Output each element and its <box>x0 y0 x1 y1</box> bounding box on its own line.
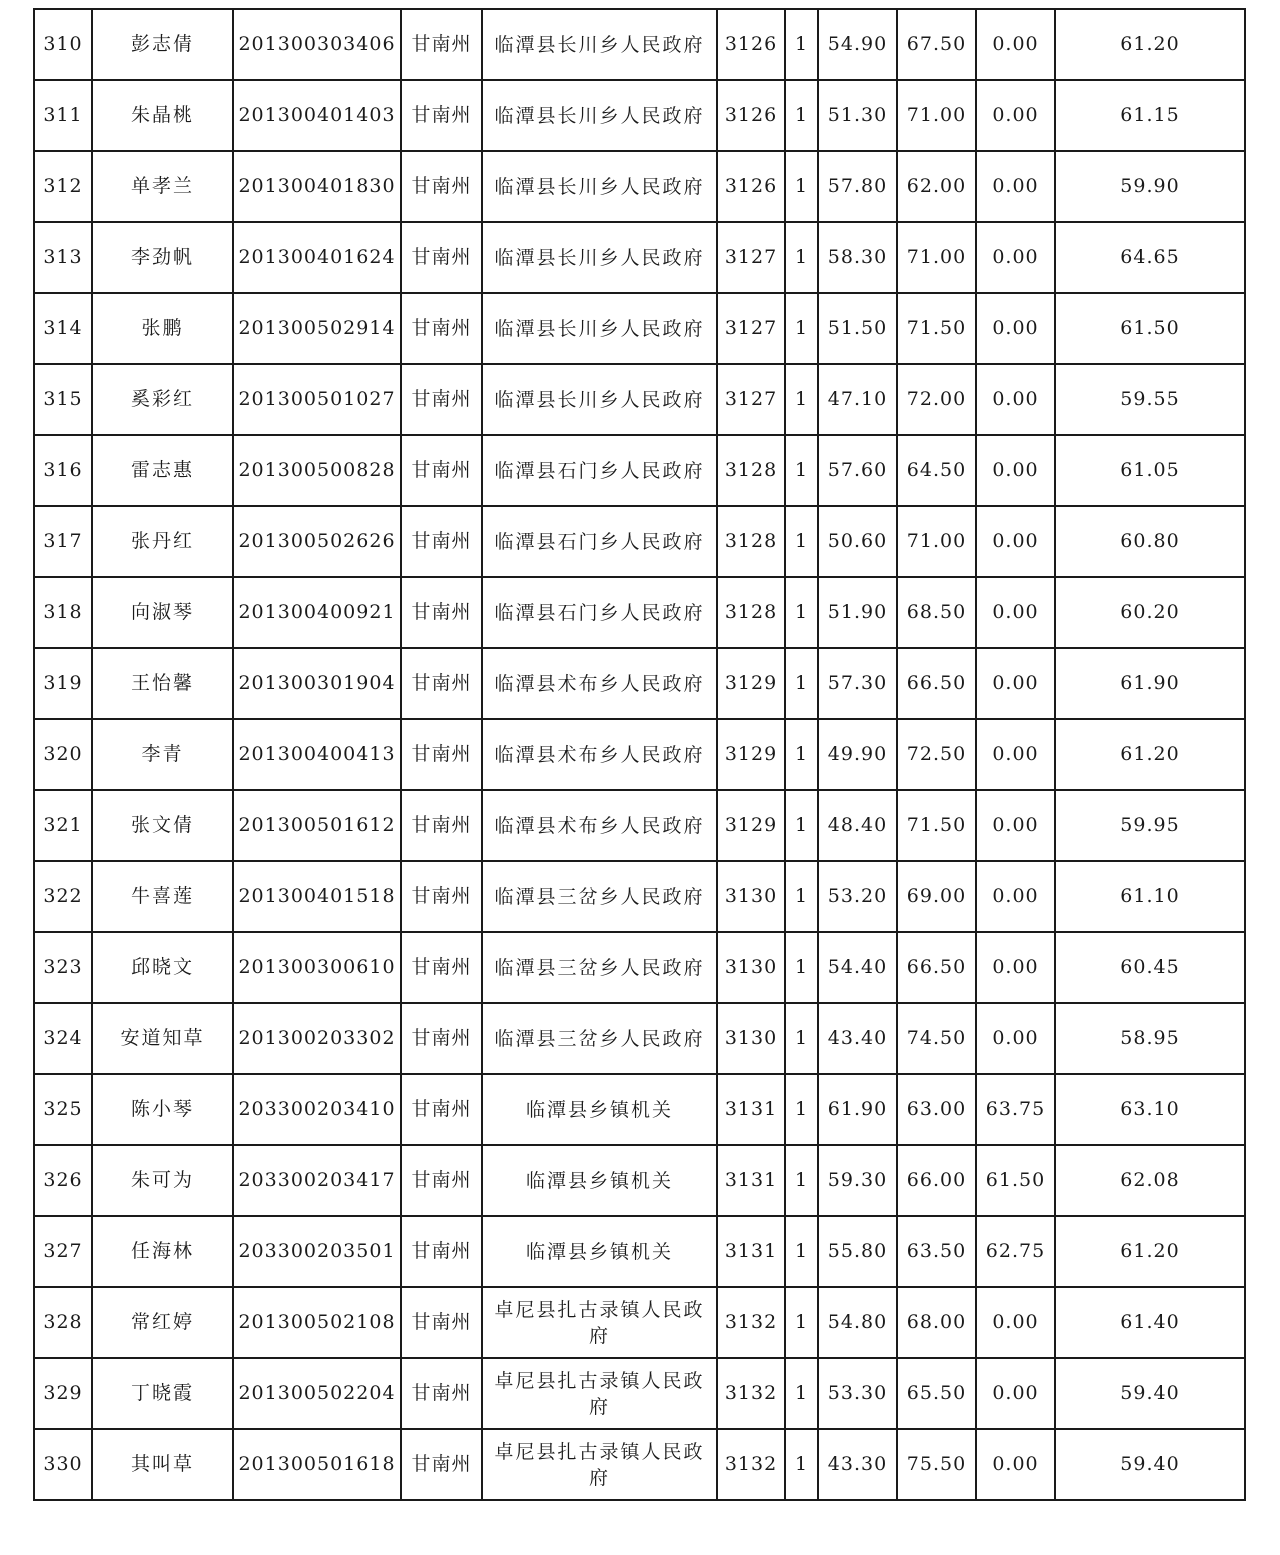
cell-written-score: 54.40 <box>818 932 897 1003</box>
cell-other-score: 0.00 <box>976 293 1055 364</box>
cell-name: 李劲帆 <box>92 222 233 293</box>
cell-name: 奚彩红 <box>92 364 233 435</box>
cell-name: 牛喜莲 <box>92 861 233 932</box>
cell-seq: 318 <box>34 577 92 648</box>
cell-region: 甘南州 <box>401 435 482 506</box>
cell-region: 甘南州 <box>401 506 482 577</box>
results-table <box>33 8 1246 1501</box>
cell-seq: 327 <box>34 1216 92 1287</box>
cell-other-score: 0.00 <box>976 364 1055 435</box>
cell-total-score: 59.90 <box>1055 151 1245 222</box>
cell-region: 甘南州 <box>401 293 482 364</box>
cell-other-score: 61.50 <box>976 1145 1055 1216</box>
cell-region: 甘南州 <box>401 9 482 80</box>
cell-ticket-number: 201300401830 <box>233 151 401 222</box>
cell-ticket-number: 201300502914 <box>233 293 401 364</box>
cell-seq: 329 <box>34 1358 92 1429</box>
cell-ticket-number: 201300301904 <box>233 648 401 719</box>
cell-region: 甘南州 <box>401 790 482 861</box>
cell-name: 其叫草 <box>92 1429 233 1500</box>
cell-quota: 1 <box>785 790 818 861</box>
cell-ticket-number: 201300303406 <box>233 9 401 80</box>
cell-seq: 324 <box>34 1003 92 1074</box>
cell-organization: 临潭县乡镇机关 <box>482 1074 717 1145</box>
cell-seq: 320 <box>34 719 92 790</box>
cell-ticket-number: 201300401518 <box>233 861 401 932</box>
cell-interview-score: 66.50 <box>897 932 976 1003</box>
cell-seq: 323 <box>34 932 92 1003</box>
cell-position-code: 3126 <box>717 151 785 222</box>
cell-other-score: 0.00 <box>976 222 1055 293</box>
cell-other-score: 0.00 <box>976 932 1055 1003</box>
cell-name: 雷志惠 <box>92 435 233 506</box>
cell-ticket-number: 203300203417 <box>233 1145 401 1216</box>
cell-seq: 325 <box>34 1074 92 1145</box>
cell-name: 常红婷 <box>92 1287 233 1358</box>
cell-position-code: 3126 <box>717 80 785 151</box>
cell-position-code: 3127 <box>717 222 785 293</box>
cell-total-score: 64.65 <box>1055 222 1245 293</box>
cell-region: 甘南州 <box>401 222 482 293</box>
cell-written-score: 53.20 <box>818 861 897 932</box>
table-row <box>34 1145 1245 1216</box>
cell-seq: 330 <box>34 1429 92 1500</box>
table-row <box>34 1074 1245 1145</box>
cell-ticket-number: 203300203410 <box>233 1074 401 1145</box>
cell-interview-score: 71.00 <box>897 222 976 293</box>
cell-position-code: 3129 <box>717 790 785 861</box>
cell-seq: 319 <box>34 648 92 719</box>
cell-organization: 临潭县乡镇机关 <box>482 1145 717 1216</box>
cell-interview-score: 71.50 <box>897 293 976 364</box>
cell-ticket-number: 201300501612 <box>233 790 401 861</box>
cell-organization: 临潭县石门乡人民政府 <box>482 435 717 506</box>
table-row <box>34 1358 1245 1429</box>
cell-name: 张鹏 <box>92 293 233 364</box>
cell-quota: 1 <box>785 364 818 435</box>
cell-seq: 311 <box>34 80 92 151</box>
cell-name: 向淑琴 <box>92 577 233 648</box>
cell-organization: 卓尼县扎古录镇人民政府 <box>482 1429 717 1500</box>
cell-region: 甘南州 <box>401 1287 482 1358</box>
cell-seq: 316 <box>34 435 92 506</box>
cell-organization: 临潭县长川乡人民政府 <box>482 151 717 222</box>
cell-position-code: 3128 <box>717 435 785 506</box>
cell-position-code: 3132 <box>717 1429 785 1500</box>
table-row <box>34 648 1245 719</box>
cell-written-score: 50.60 <box>818 506 897 577</box>
cell-total-score: 61.20 <box>1055 719 1245 790</box>
cell-position-code: 3126 <box>717 9 785 80</box>
cell-written-score: 43.30 <box>818 1429 897 1500</box>
cell-interview-score: 68.50 <box>897 577 976 648</box>
cell-total-score: 59.40 <box>1055 1429 1245 1500</box>
cell-region: 甘南州 <box>401 932 482 1003</box>
cell-quota: 1 <box>785 577 818 648</box>
cell-region: 甘南州 <box>401 1429 482 1500</box>
cell-written-score: 51.30 <box>818 80 897 151</box>
cell-name: 朱可为 <box>92 1145 233 1216</box>
cell-organization: 临潭县长川乡人民政府 <box>482 293 717 364</box>
cell-total-score: 60.80 <box>1055 506 1245 577</box>
cell-region: 甘南州 <box>401 1216 482 1287</box>
cell-total-score: 61.20 <box>1055 9 1245 80</box>
cell-total-score: 59.95 <box>1055 790 1245 861</box>
cell-position-code: 3127 <box>717 293 785 364</box>
cell-total-score: 58.95 <box>1055 1003 1245 1074</box>
cell-quota: 1 <box>785 1358 818 1429</box>
cell-position-code: 3132 <box>717 1287 785 1358</box>
cell-position-code: 3130 <box>717 861 785 932</box>
cell-interview-score: 72.50 <box>897 719 976 790</box>
cell-region: 甘南州 <box>401 648 482 719</box>
cell-interview-score: 63.00 <box>897 1074 976 1145</box>
table-row <box>34 293 1245 364</box>
cell-other-score: 0.00 <box>976 80 1055 151</box>
cell-written-score: 54.80 <box>818 1287 897 1358</box>
cell-quota: 1 <box>785 932 818 1003</box>
cell-interview-score: 71.00 <box>897 506 976 577</box>
cell-seq: 317 <box>34 506 92 577</box>
cell-region: 甘南州 <box>401 80 482 151</box>
cell-quota: 1 <box>785 293 818 364</box>
cell-name: 邱晓文 <box>92 932 233 1003</box>
cell-seq: 321 <box>34 790 92 861</box>
cell-total-score: 61.15 <box>1055 80 1245 151</box>
cell-quota: 1 <box>785 1003 818 1074</box>
cell-written-score: 58.30 <box>818 222 897 293</box>
cell-other-score: 0.00 <box>976 861 1055 932</box>
table-row <box>34 506 1245 577</box>
cell-name: 李青 <box>92 719 233 790</box>
cell-region: 甘南州 <box>401 861 482 932</box>
cell-region: 甘南州 <box>401 151 482 222</box>
cell-interview-score: 75.50 <box>897 1429 976 1500</box>
cell-seq: 314 <box>34 293 92 364</box>
cell-name: 安道知草 <box>92 1003 233 1074</box>
cell-written-score: 57.30 <box>818 648 897 719</box>
cell-region: 甘南州 <box>401 1003 482 1074</box>
cell-ticket-number: 201300501027 <box>233 364 401 435</box>
cell-position-code: 3130 <box>717 932 785 1003</box>
cell-region: 甘南州 <box>401 719 482 790</box>
cell-position-code: 3131 <box>717 1216 785 1287</box>
cell-organization: 临潭县长川乡人民政府 <box>482 222 717 293</box>
cell-total-score: 60.45 <box>1055 932 1245 1003</box>
cell-total-score: 60.20 <box>1055 577 1245 648</box>
cell-ticket-number: 203300203501 <box>233 1216 401 1287</box>
cell-position-code: 3131 <box>717 1074 785 1145</box>
table-row <box>34 151 1245 222</box>
cell-quota: 1 <box>785 861 818 932</box>
cell-written-score: 57.60 <box>818 435 897 506</box>
cell-interview-score: 63.50 <box>897 1216 976 1287</box>
cell-written-score: 61.90 <box>818 1074 897 1145</box>
cell-seq: 310 <box>34 9 92 80</box>
cell-seq: 322 <box>34 861 92 932</box>
cell-seq: 328 <box>34 1287 92 1358</box>
cell-other-score: 0.00 <box>976 577 1055 648</box>
cell-seq: 315 <box>34 364 92 435</box>
cell-quota: 1 <box>785 151 818 222</box>
cell-position-code: 3132 <box>717 1358 785 1429</box>
cell-other-score: 0.00 <box>976 1287 1055 1358</box>
cell-interview-score: 69.00 <box>897 861 976 932</box>
cell-ticket-number: 201300502626 <box>233 506 401 577</box>
cell-total-score: 59.55 <box>1055 364 1245 435</box>
cell-written-score: 54.90 <box>818 9 897 80</box>
cell-quota: 1 <box>785 506 818 577</box>
table-row <box>34 364 1245 435</box>
cell-region: 甘南州 <box>401 577 482 648</box>
cell-other-score: 63.75 <box>976 1074 1055 1145</box>
cell-quota: 1 <box>785 1287 818 1358</box>
cell-written-score: 43.40 <box>818 1003 897 1074</box>
cell-region: 甘南州 <box>401 1145 482 1216</box>
cell-written-score: 51.50 <box>818 293 897 364</box>
cell-written-score: 48.40 <box>818 790 897 861</box>
cell-other-score: 0.00 <box>976 648 1055 719</box>
cell-ticket-number: 201300400921 <box>233 577 401 648</box>
cell-quota: 1 <box>785 1429 818 1500</box>
cell-organization: 临潭县石门乡人民政府 <box>482 506 717 577</box>
cell-ticket-number: 201300203302 <box>233 1003 401 1074</box>
cell-organization: 临潭县三岔乡人民政府 <box>482 932 717 1003</box>
cell-organization: 卓尼县扎古录镇人民政府 <box>482 1287 717 1358</box>
table-row <box>34 861 1245 932</box>
cell-position-code: 3128 <box>717 506 785 577</box>
cell-name: 彭志倩 <box>92 9 233 80</box>
cell-written-score: 59.30 <box>818 1145 897 1216</box>
table-row <box>34 1429 1245 1500</box>
cell-interview-score: 72.00 <box>897 364 976 435</box>
table-row <box>34 435 1245 506</box>
cell-other-score: 0.00 <box>976 9 1055 80</box>
cell-organization: 临潭县长川乡人民政府 <box>482 80 717 151</box>
table-row <box>34 790 1245 861</box>
cell-position-code: 3130 <box>717 1003 785 1074</box>
cell-quota: 1 <box>785 80 818 151</box>
cell-other-score: 0.00 <box>976 719 1055 790</box>
cell-position-code: 3131 <box>717 1145 785 1216</box>
cell-name: 陈小琴 <box>92 1074 233 1145</box>
cell-interview-score: 71.00 <box>897 80 976 151</box>
cell-region: 甘南州 <box>401 364 482 435</box>
table-row <box>34 9 1245 80</box>
cell-total-score: 62.08 <box>1055 1145 1245 1216</box>
cell-written-score: 51.90 <box>818 577 897 648</box>
cell-quota: 1 <box>785 1216 818 1287</box>
cell-name: 丁晓霞 <box>92 1358 233 1429</box>
cell-other-score: 0.00 <box>976 1358 1055 1429</box>
cell-position-code: 3127 <box>717 364 785 435</box>
cell-name: 王怡馨 <box>92 648 233 719</box>
cell-name: 朱晶桃 <box>92 80 233 151</box>
cell-other-score: 0.00 <box>976 790 1055 861</box>
cell-other-score: 0.00 <box>976 506 1055 577</box>
cell-quota: 1 <box>785 1145 818 1216</box>
cell-ticket-number: 201300401624 <box>233 222 401 293</box>
cell-other-score: 62.75 <box>976 1216 1055 1287</box>
cell-written-score: 49.90 <box>818 719 897 790</box>
cell-position-code: 3128 <box>717 577 785 648</box>
cell-organization: 临潭县石门乡人民政府 <box>482 577 717 648</box>
cell-region: 甘南州 <box>401 1074 482 1145</box>
cell-total-score: 61.40 <box>1055 1287 1245 1358</box>
cell-region: 甘南州 <box>401 1358 482 1429</box>
cell-ticket-number: 201300501618 <box>233 1429 401 1500</box>
cell-quota: 1 <box>785 719 818 790</box>
cell-organization: 临潭县长川乡人民政府 <box>482 364 717 435</box>
table-row <box>34 719 1245 790</box>
cell-other-score: 0.00 <box>976 435 1055 506</box>
table-row <box>34 1287 1245 1358</box>
cell-name: 单孝兰 <box>92 151 233 222</box>
cell-ticket-number: 201300502108 <box>233 1287 401 1358</box>
table-row <box>34 80 1245 151</box>
table-body <box>34 9 1245 1500</box>
cell-interview-score: 71.50 <box>897 790 976 861</box>
cell-interview-score: 74.50 <box>897 1003 976 1074</box>
cell-organization: 临潭县术布乡人民政府 <box>482 648 717 719</box>
cell-interview-score: 67.50 <box>897 9 976 80</box>
cell-written-score: 53.30 <box>818 1358 897 1429</box>
table-row <box>34 1003 1245 1074</box>
cell-organization: 临潭县三岔乡人民政府 <box>482 861 717 932</box>
table-row <box>34 1216 1245 1287</box>
cell-quota: 1 <box>785 1074 818 1145</box>
cell-organization: 卓尼县扎古录镇人民政府 <box>482 1358 717 1429</box>
table-row <box>34 932 1245 1003</box>
cell-organization: 临潭县术布乡人民政府 <box>482 719 717 790</box>
cell-seq: 312 <box>34 151 92 222</box>
cell-position-code: 3129 <box>717 719 785 790</box>
cell-interview-score: 62.00 <box>897 151 976 222</box>
cell-total-score: 61.20 <box>1055 1216 1245 1287</box>
cell-interview-score: 66.00 <box>897 1145 976 1216</box>
cell-other-score: 0.00 <box>976 151 1055 222</box>
cell-name: 张丹红 <box>92 506 233 577</box>
cell-quota: 1 <box>785 435 818 506</box>
cell-organization: 临潭县乡镇机关 <box>482 1216 717 1287</box>
cell-ticket-number: 201300300610 <box>233 932 401 1003</box>
cell-interview-score: 65.50 <box>897 1358 976 1429</box>
cell-total-score: 61.90 <box>1055 648 1245 719</box>
table-row <box>34 222 1245 293</box>
cell-quota: 1 <box>785 222 818 293</box>
cell-total-score: 63.10 <box>1055 1074 1245 1145</box>
cell-total-score: 59.40 <box>1055 1358 1245 1429</box>
cell-total-score: 61.05 <box>1055 435 1245 506</box>
cell-quota: 1 <box>785 648 818 719</box>
cell-seq: 326 <box>34 1145 92 1216</box>
cell-position-code: 3129 <box>717 648 785 719</box>
cell-written-score: 47.10 <box>818 364 897 435</box>
cell-other-score: 0.00 <box>976 1429 1055 1500</box>
cell-interview-score: 66.50 <box>897 648 976 719</box>
cell-other-score: 0.00 <box>976 1003 1055 1074</box>
cell-interview-score: 64.50 <box>897 435 976 506</box>
cell-ticket-number: 201300500828 <box>233 435 401 506</box>
cell-ticket-number: 201300401403 <box>233 80 401 151</box>
cell-organization: 临潭县长川乡人民政府 <box>482 9 717 80</box>
cell-organization: 临潭县术布乡人民政府 <box>482 790 717 861</box>
cell-total-score: 61.50 <box>1055 293 1245 364</box>
cell-name: 张文倩 <box>92 790 233 861</box>
cell-written-score: 55.80 <box>818 1216 897 1287</box>
cell-ticket-number: 201300400413 <box>233 719 401 790</box>
cell-organization: 临潭县三岔乡人民政府 <box>482 1003 717 1074</box>
cell-ticket-number: 201300502204 <box>233 1358 401 1429</box>
cell-interview-score: 68.00 <box>897 1287 976 1358</box>
cell-quota: 1 <box>785 9 818 80</box>
table-row <box>34 577 1245 648</box>
cell-written-score: 57.80 <box>818 151 897 222</box>
cell-total-score: 61.10 <box>1055 861 1245 932</box>
cell-name: 任海林 <box>92 1216 233 1287</box>
cell-seq: 313 <box>34 222 92 293</box>
